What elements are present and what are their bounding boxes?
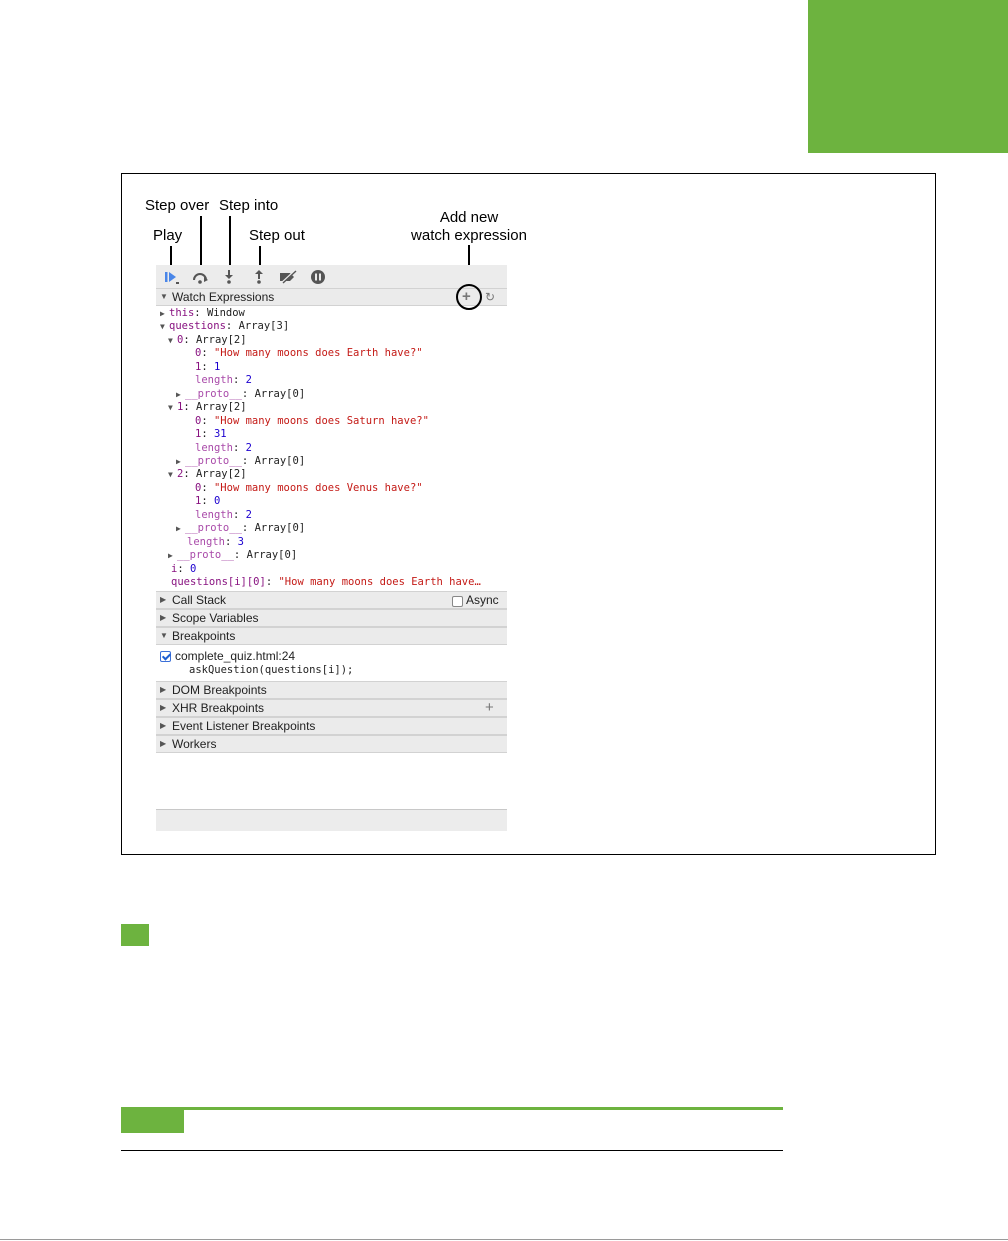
watch-line[interactable]	[176, 522, 305, 535]
watch-separator: :	[265, 576, 279, 588]
collapse-triangle-icon[interactable]: ▼	[168, 470, 173, 480]
callout-add-new-line2: watch expression	[411, 227, 527, 244]
breakpoint-code: askQuestion(questions[i]);	[189, 664, 354, 676]
watch-line[interactable]	[168, 468, 247, 481]
watch-value: Array[0]	[246, 549, 298, 562]
watch-separator: :	[241, 387, 255, 400]
expand-triangle-icon: ▶	[160, 721, 167, 730]
scope-variables-label: Scope Variables	[172, 611, 259, 625]
watch-key: i	[171, 562, 178, 575]
watch-value: Array[0]	[254, 522, 306, 535]
watch-line[interactable]	[168, 549, 297, 562]
watch-separator: :	[201, 347, 214, 360]
watch-separator: :	[194, 307, 207, 319]
watch-key: 1	[195, 360, 202, 373]
pause-on-exceptions-button[interactable]	[309, 268, 327, 286]
watch-separator: :	[241, 454, 255, 467]
watch-line[interactable]	[176, 455, 305, 468]
watch-line	[171, 576, 481, 589]
collapse-triangle-icon[interactable]: ▼	[168, 403, 173, 413]
expand-triangle-icon[interactable]: ▶	[176, 389, 181, 399]
watch-separator: :	[201, 428, 214, 441]
watch-key: length	[195, 508, 233, 521]
watch-key: length	[187, 535, 225, 548]
watch-key: 0	[195, 414, 202, 427]
callout-step-out: Step out	[249, 227, 305, 244]
callout-add-new-line1: Add new	[439, 209, 499, 226]
watch-value: 0	[213, 495, 221, 508]
devtools-sources-sidebar	[156, 265, 507, 831]
watch-line	[195, 482, 423, 495]
watch-value: 31	[213, 428, 227, 441]
watch-expressions-header[interactable]	[156, 288, 507, 306]
watch-value: Array[2]	[195, 468, 247, 481]
watch-line	[195, 428, 227, 441]
expand-triangle-icon: ▶	[160, 685, 167, 694]
watch-value: "How many moons does Saturn have?"	[213, 414, 429, 427]
watch-line	[195, 361, 220, 374]
expand-triangle-icon[interactable]: ▶	[176, 524, 181, 534]
watch-separator: :	[224, 535, 238, 548]
watch-value: "How many moons does Earth have…	[278, 576, 481, 588]
step-into-button[interactable]	[220, 268, 238, 286]
watch-separator: :	[225, 320, 239, 333]
watch-key: 0	[195, 481, 202, 494]
watch-value: 1	[213, 360, 221, 373]
note-marker	[121, 1110, 184, 1133]
watch-key: __proto__	[177, 549, 234, 562]
expand-triangle-icon[interactable]: ▶	[168, 551, 173, 561]
note-rule-top	[121, 1107, 783, 1110]
watch-separator: :	[201, 360, 214, 373]
watch-key: 0	[177, 333, 184, 346]
collapse-triangle-icon: ▼	[160, 292, 168, 301]
deactivate-breakpoints-button[interactable]	[279, 268, 297, 286]
footer-rule	[0, 1239, 1008, 1240]
watch-key: __proto__	[185, 387, 242, 400]
resume-icon	[163, 270, 179, 284]
watch-value: 2	[245, 374, 252, 387]
watch-separator: :	[183, 333, 196, 346]
call-stack-header[interactable]	[156, 591, 507, 609]
event-listener-breakpoints-label: Event Listener Breakpoints	[172, 719, 316, 733]
dom-breakpoints-header[interactable]	[156, 681, 507, 699]
watch-value: Window	[206, 307, 245, 319]
workers-header[interactable]	[156, 735, 507, 753]
expand-triangle-icon: ▶	[160, 703, 167, 712]
watch-line[interactable]	[160, 320, 289, 333]
xhr-breakpoints-label: XHR Breakpoints	[172, 701, 265, 715]
watch-value: "How many moons does Earth have?"	[213, 347, 423, 360]
watch-separator: :	[183, 401, 196, 414]
collapse-triangle-icon[interactable]: ▼	[160, 322, 165, 332]
watch-value: 2	[245, 508, 252, 521]
watch-value: Array[0]	[254, 454, 306, 467]
add-xhr-breakpoint-button[interactable]: +	[485, 699, 494, 716]
watch-key: length	[195, 441, 233, 454]
watch-line[interactable]	[168, 401, 247, 414]
workers-label: Workers	[172, 737, 217, 751]
collapse-triangle-icon[interactable]: ▼	[168, 335, 173, 345]
leader-step-into	[229, 216, 231, 271]
breakpoints-header[interactable]	[156, 627, 507, 645]
step-over-icon	[191, 270, 209, 284]
refresh-icon[interactable]: ↻	[485, 290, 496, 304]
watch-separator: :	[232, 374, 246, 387]
xhr-breakpoints-header[interactable]	[156, 699, 507, 717]
step-out-icon	[253, 269, 265, 285]
callout-step-over: Step over	[145, 197, 210, 214]
watch-separator: :	[232, 441, 246, 454]
watch-separator: :	[183, 468, 196, 481]
watch-value: Array[2]	[195, 333, 247, 346]
debugger-toolbar	[156, 265, 507, 289]
async-label: Async	[466, 593, 499, 607]
deactivate-breakpoints-icon	[279, 270, 297, 284]
watch-value: 0	[189, 562, 197, 575]
watch-value: "How many moons does Venus have?"	[213, 481, 423, 494]
add-watch-expression-button[interactable]: +	[462, 288, 471, 305]
expand-triangle-icon[interactable]: ▶	[176, 456, 181, 466]
async-checkbox[interactable]	[452, 596, 463, 607]
note-rule-bottom	[121, 1150, 783, 1151]
expand-triangle-icon: ▶	[160, 613, 167, 622]
collapse-triangle-icon: ▼	[160, 631, 168, 640]
watch-key: __proto__	[185, 454, 242, 467]
watch-separator: :	[201, 414, 214, 427]
watch-key: length	[195, 374, 233, 387]
watch-line	[171, 563, 196, 576]
watch-separator: :	[177, 562, 190, 575]
watch-separator: :	[241, 522, 255, 535]
watch-line	[195, 495, 220, 508]
pause-on-exceptions-icon	[310, 269, 326, 285]
watch-line	[195, 347, 423, 360]
watch-line[interactable]	[160, 307, 245, 320]
dom-breakpoints-label: DOM Breakpoints	[172, 683, 267, 697]
watch-key: __proto__	[185, 522, 242, 535]
breakpoint-item[interactable]	[160, 649, 500, 681]
event-listener-breakpoints-header[interactable]	[156, 717, 507, 735]
watch-key: 1	[177, 401, 184, 414]
breakpoint-location: complete_quiz.html:24	[175, 649, 296, 663]
watch-separator: :	[233, 549, 247, 562]
leader-step-over	[200, 216, 202, 271]
watch-value: Array[0]	[254, 387, 306, 400]
watch-expressions-label: Watch Expressions	[172, 290, 275, 304]
watch-separator: :	[201, 495, 214, 508]
watch-line	[195, 442, 252, 455]
watch-value: 3	[237, 535, 244, 548]
watch-key: this	[169, 307, 195, 319]
watch-line	[195, 374, 252, 387]
watch-line	[187, 536, 244, 549]
watch-key: 1	[195, 428, 202, 441]
watch-key: questions[i][0]	[171, 576, 266, 588]
breakpoints-label: Breakpoints	[172, 629, 236, 643]
watch-value: Array[3]	[238, 320, 290, 333]
step-into-icon	[223, 269, 235, 285]
expand-triangle-icon: ▶	[160, 595, 167, 604]
resume-button[interactable]	[162, 268, 180, 286]
callout-play: Play	[153, 227, 183, 244]
watch-line[interactable]	[168, 334, 247, 347]
breakpoint-checkbox[interactable]	[160, 651, 171, 662]
watch-value: Array[2]	[195, 401, 247, 414]
highlight-circle	[456, 284, 482, 310]
watch-line[interactable]	[176, 388, 305, 401]
call-stack-label: Call Stack	[172, 593, 227, 607]
watch-key: 0	[195, 347, 202, 360]
chapter-tab	[808, 0, 1008, 153]
watch-separator: :	[232, 508, 246, 521]
watch-key: 2	[177, 468, 184, 481]
expand-triangle-icon: ▶	[160, 739, 167, 748]
watch-key: 1	[195, 495, 202, 508]
status-bar	[156, 809, 507, 831]
watch-line	[195, 509, 252, 522]
watch-line	[195, 415, 429, 428]
watch-key: questions	[169, 320, 226, 333]
step-over-button[interactable]	[191, 268, 209, 286]
expand-triangle-icon[interactable]: ▶	[160, 309, 165, 318]
watch-value: 2	[245, 441, 252, 454]
scope-variables-header[interactable]	[156, 609, 507, 627]
callout-step-into: Step into	[219, 197, 279, 214]
step-out-button[interactable]	[250, 268, 268, 286]
watch-separator: :	[201, 481, 214, 494]
tip-marker	[121, 924, 149, 946]
